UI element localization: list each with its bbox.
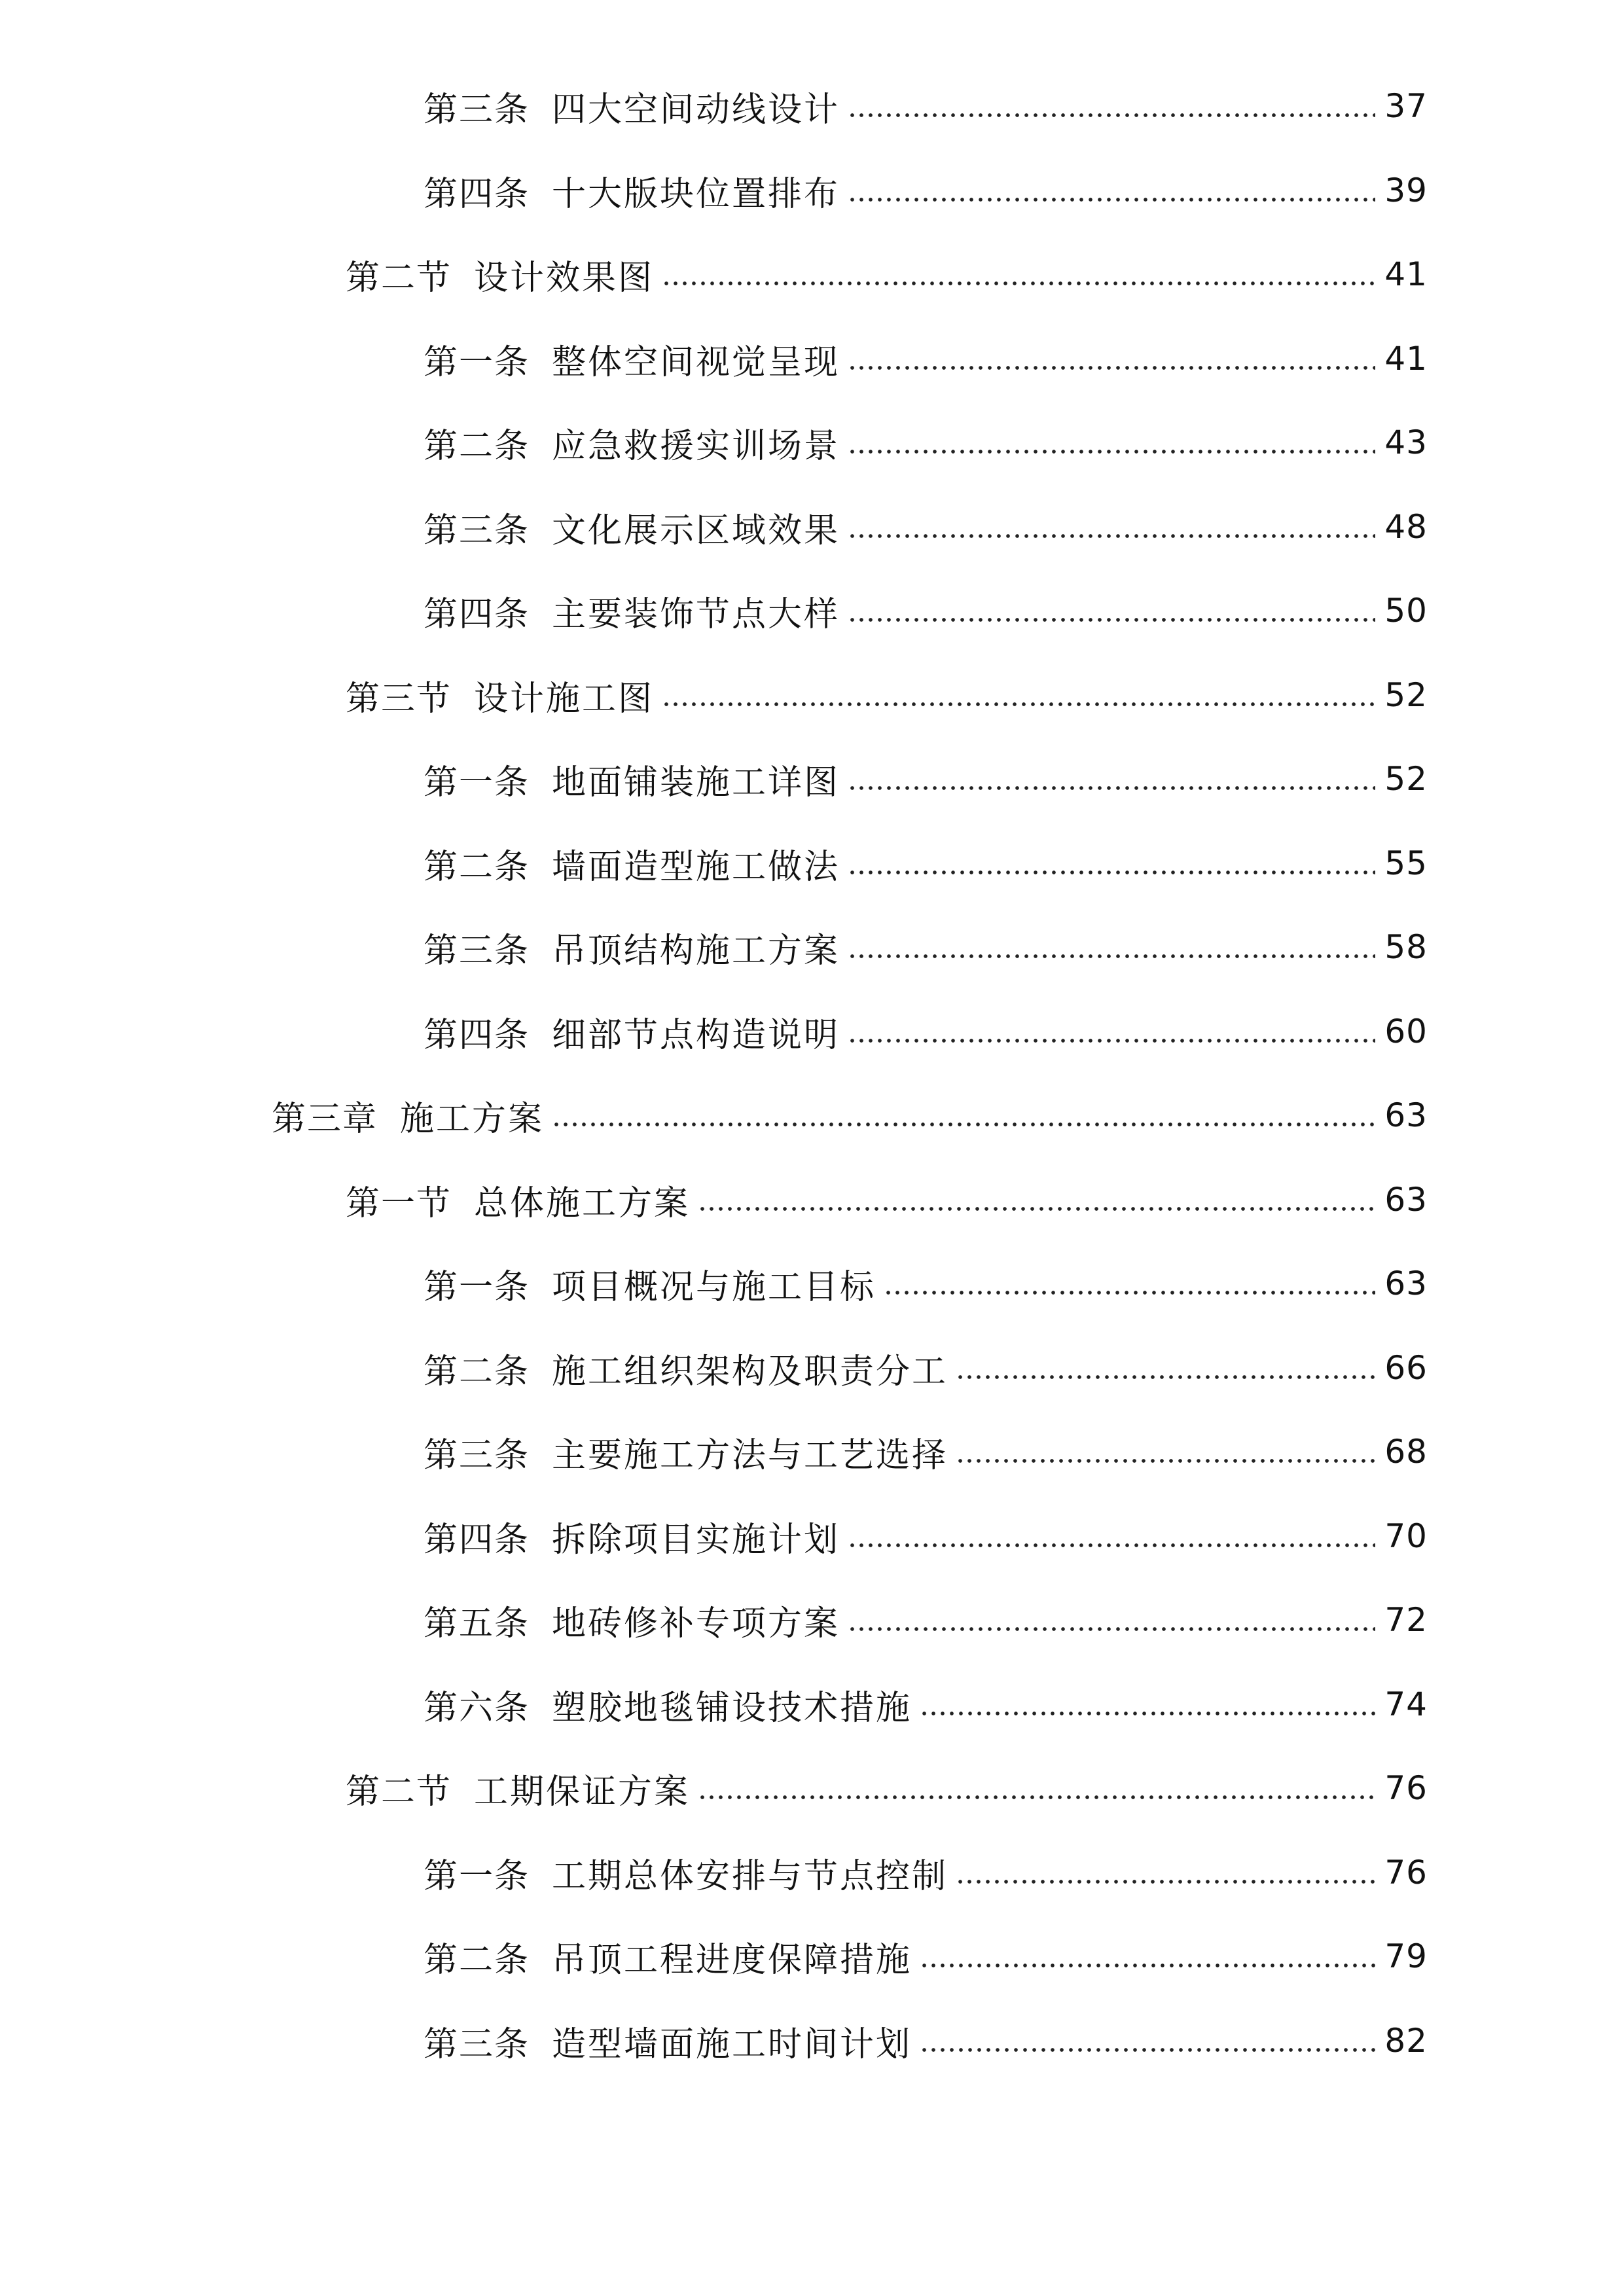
toc-entry-page-number: 66: [1384, 1349, 1428, 1387]
toc-entry-label: 第三条: [424, 90, 530, 130]
toc-entry[interactable]: [0, 1157, 1624, 1242]
toc-dot-leader: [662, 281, 1375, 286]
toc-entry-title: 地砖修补专项方案: [552, 1604, 840, 1643]
toc-dot-leader: [848, 1543, 1375, 1548]
toc-dot-leader: [848, 870, 1375, 875]
toc-entry-page-number: 76: [1384, 1854, 1428, 1892]
toc-entry-page-number: 68: [1384, 1433, 1428, 1471]
toc-entry-title: 细部节点构造说明: [552, 1015, 840, 1055]
toc-entry-label: 第四条: [424, 1520, 530, 1560]
toc-entry-title: 吊顶结构施工方案: [552, 931, 840, 971]
toc-entry-label: 第四条: [424, 1015, 530, 1055]
toc-entry-label: 第一条: [424, 1856, 530, 1896]
toc-entry[interactable]: [0, 568, 1624, 653]
toc-entry-page-number: 37: [1384, 87, 1428, 125]
toc-entry[interactable]: [0, 989, 1624, 1074]
toc-entry-label: 第三章: [272, 1099, 378, 1139]
toc-entry-title: 地面铺装施工详图: [552, 762, 840, 802]
toc-entry[interactable]: [0, 148, 1624, 233]
toc-dot-leader: [848, 954, 1375, 959]
toc-entry-title: 吊顶工程进度保障措施: [552, 1940, 912, 1980]
toc-entry-label: 第一条: [424, 1267, 530, 1307]
toc-entry[interactable]: [0, 400, 1624, 485]
toc-dot-leader: [956, 1879, 1375, 1884]
toc-entry-label: 第二条: [424, 426, 530, 466]
toc-entry[interactable]: [0, 1241, 1624, 1326]
toc-entry-title: 应急救援实训场景: [552, 426, 840, 466]
toc-entry-label: 第二条: [424, 1352, 530, 1391]
toc-entry-title: 施工组织架构及职责分工: [552, 1352, 948, 1391]
toc-entry-page-number: 43: [1384, 423, 1428, 461]
toc-entry-page-number: 41: [1384, 340, 1428, 378]
toc-entry-page-number: 48: [1384, 508, 1428, 546]
toc-entry[interactable]: [0, 821, 1624, 906]
toc-entry-label: 第三条: [424, 511, 530, 550]
toc-entry-page-number: 41: [1384, 255, 1428, 293]
toc-entry-title: 四大空间动线设计: [552, 90, 840, 130]
toc-entry-label: 第三节: [346, 679, 452, 719]
toc-dot-leader: [956, 1458, 1375, 1463]
toc-entry[interactable]: [0, 1830, 1624, 1915]
toc-entry-label: 第一条: [424, 342, 530, 382]
toc-entry-title: 整体空间视觉呈现: [552, 342, 840, 382]
toc-dot-leader: [920, 1711, 1375, 1716]
toc-entry-page-number: 55: [1384, 844, 1428, 882]
toc-dot-leader: [956, 1374, 1375, 1380]
toc-dot-leader: [848, 533, 1375, 539]
toc-dot-leader: [920, 1963, 1375, 1968]
toc-entry[interactable]: [0, 63, 1624, 149]
toc-entry-page-number: 76: [1384, 1769, 1428, 1807]
toc-entry-page-number: 39: [1384, 171, 1428, 209]
toc-entry-label: 第二条: [424, 1940, 530, 1980]
toc-entry-title: 工期总体安排与节点控制: [552, 1856, 948, 1896]
toc-dot-leader: [662, 702, 1375, 707]
toc-dot-leader: [920, 2047, 1375, 2053]
toc-entry-title: 墙面造型施工做法: [552, 847, 840, 887]
toc-entry-label: 第二条: [424, 847, 530, 887]
toc-entry[interactable]: [0, 653, 1624, 738]
toc-entry-title: 塑胶地毯铺设技术措施: [552, 1688, 912, 1728]
toc-dot-leader: [698, 1206, 1375, 1211]
toc-entry-page-number: 63: [1384, 1265, 1428, 1302]
toc-entry-title: 主要装饰节点大样: [552, 594, 840, 634]
toc-entry-page-number: 74: [1384, 1685, 1428, 1723]
toc-entry[interactable]: [0, 316, 1624, 401]
toc-entry-label: 第四条: [424, 594, 530, 634]
toc-entry[interactable]: [0, 1914, 1624, 1999]
toc-entry-title: 项目概况与施工目标: [552, 1267, 876, 1307]
toc-entry-page-number: 52: [1384, 760, 1428, 798]
toc-entry-title: 拆除项目实施计划: [552, 1520, 840, 1560]
toc-entry-page-number: 82: [1384, 2022, 1428, 2060]
toc-entry[interactable]: [0, 1662, 1624, 1747]
toc-entry-label: 第三条: [424, 1435, 530, 1475]
toc-dot-leader: [848, 1626, 1375, 1632]
toc-entry-page-number: 58: [1384, 928, 1428, 966]
toc-entry[interactable]: [0, 484, 1624, 569]
toc-dot-leader: [848, 197, 1375, 202]
toc-entry-page-number: 52: [1384, 676, 1428, 714]
toc-entry-title: 造型墙面施工时间计划: [552, 2024, 912, 2064]
toc-dot-leader: [848, 449, 1375, 454]
toc-entry[interactable]: [0, 1409, 1624, 1494]
toc-entry[interactable]: [0, 1073, 1624, 1158]
toc-entry-title: 总体施工方案: [474, 1183, 691, 1223]
toc-entry-label: 第二节: [346, 1772, 452, 1812]
toc-dot-leader: [848, 1038, 1375, 1043]
toc-entry[interactable]: [0, 1998, 1624, 2083]
toc-entry-page-number: 72: [1384, 1601, 1428, 1639]
toc-entry[interactable]: [0, 905, 1624, 990]
toc-entry-label: 第三条: [424, 931, 530, 971]
toc-entry-label: 第一条: [424, 762, 530, 802]
toc-dot-leader: [848, 785, 1375, 791]
toc-entry-label: 第一节: [346, 1183, 452, 1223]
toc-entry-page-number: 63: [1384, 1096, 1428, 1134]
toc-entry-title: 十大版块位置排布: [552, 174, 840, 214]
toc-entry[interactable]: [0, 1746, 1624, 1831]
toc-entry-label: 第二节: [346, 258, 452, 298]
toc-entry-page-number: 79: [1384, 1937, 1428, 1975]
toc-entry-title: 工期保证方案: [474, 1772, 691, 1812]
toc-entry[interactable]: [0, 1325, 1624, 1410]
toc-entry-title: 设计施工图: [474, 679, 655, 719]
toc-entry-page-number: 70: [1384, 1517, 1428, 1555]
toc-dot-leader: [884, 1290, 1375, 1295]
toc-entry-page-number: 63: [1384, 1181, 1428, 1219]
toc-entry-title: 主要施工方法与工艺选择: [552, 1435, 948, 1475]
toc-entry[interactable]: [0, 232, 1624, 317]
toc-dot-leader: [698, 1795, 1375, 1800]
toc-entry-title: 施工方案: [400, 1099, 545, 1139]
toc-dot-leader: [552, 1122, 1375, 1127]
toc-dot-leader: [848, 113, 1375, 118]
toc-entry-label: 第六条: [424, 1688, 530, 1728]
toc-entry-page-number: 50: [1384, 592, 1428, 630]
toc-entry[interactable]: [0, 1577, 1624, 1662]
toc-entry-label: 第四条: [424, 174, 530, 214]
toc-dot-leader: [848, 365, 1375, 370]
toc-entry-title: 设计效果图: [474, 258, 655, 298]
toc-entry-label: 第五条: [424, 1604, 530, 1643]
toc-entry-page-number: 60: [1384, 1013, 1428, 1050]
toc-entry[interactable]: [0, 1494, 1624, 1579]
toc-entry-label: 第三条: [424, 2024, 530, 2064]
toc-entry[interactable]: [0, 736, 1624, 821]
toc-entry-title: 文化展示区域效果: [552, 511, 840, 550]
toc-dot-leader: [848, 617, 1375, 622]
